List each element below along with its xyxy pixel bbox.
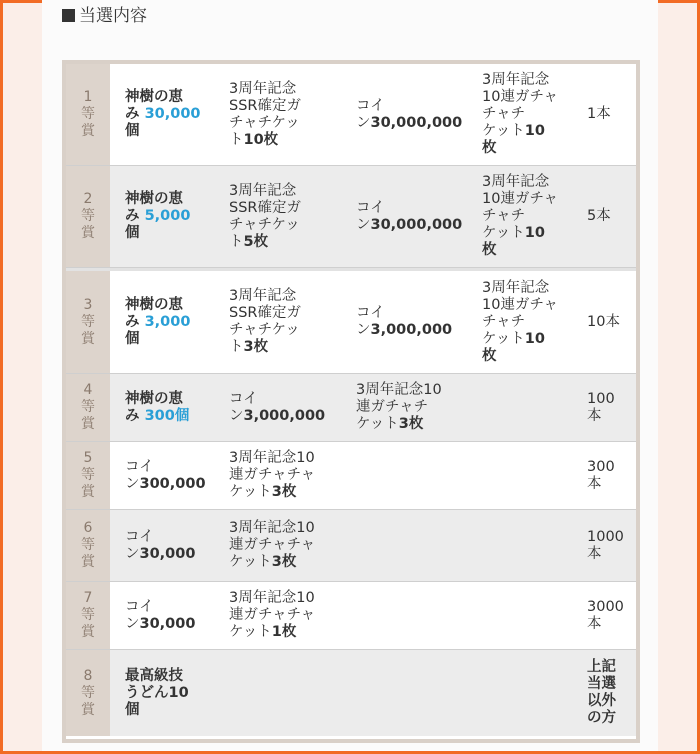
winner-count: 上記 当選 以外 の方	[587, 659, 616, 726]
prize-cell	[229, 442, 356, 509]
prize-amount: 300,000	[139, 475, 206, 492]
rank-cell	[66, 64, 110, 165]
rank-label: 等	[81, 467, 95, 483]
prize-text: コイ ン	[125, 598, 154, 632]
winner-count: 10本	[587, 313, 620, 330]
prize-count: 10 枚	[482, 123, 545, 156]
rank-label: 賞	[81, 225, 95, 241]
prize-cell	[482, 271, 586, 373]
winner-count-cell	[587, 582, 640, 649]
rank-number: 2	[83, 191, 93, 207]
table-row	[66, 374, 636, 442]
prize-count: 10 枚	[482, 225, 545, 258]
prize-text: 神樹の恵 み	[125, 191, 183, 224]
rank-cell	[66, 374, 110, 441]
prize-cell	[356, 271, 482, 373]
rank-label: 賞	[81, 416, 95, 432]
prize-cell	[125, 442, 229, 509]
prize-cell	[229, 510, 356, 581]
rank-number: 4	[83, 382, 93, 398]
winner-count-cell	[587, 64, 640, 165]
prize-text: 3周年記念 SSR確定ガ チャチケッ ト	[229, 288, 301, 355]
prize-cell	[229, 166, 356, 267]
rank-label: 賞	[81, 701, 95, 718]
winner-count-cell	[587, 166, 640, 267]
prize-text: 3周年記念 SSR確定ガ チャチケッ ト	[229, 182, 301, 250]
prize-cell	[229, 271, 356, 373]
prize-count: 30,000,000	[370, 114, 463, 131]
winner-count: 3000 本	[587, 598, 624, 632]
rank-label: 等	[81, 313, 95, 330]
rank-cell	[66, 650, 110, 736]
table-row	[66, 166, 636, 268]
rank-cell	[66, 582, 110, 649]
prize-amount: 5,000	[144, 208, 191, 224]
prize-amount: 30,000	[139, 615, 196, 632]
prize-cell	[125, 374, 229, 441]
prize-amount: 30,000	[144, 106, 201, 122]
prize-cell	[482, 166, 586, 267]
winner-count-cell	[587, 442, 640, 509]
prize-count: 30,000,000	[370, 216, 463, 233]
prize-text: コイ ン	[356, 305, 385, 338]
winner-count: 1本	[587, 106, 611, 122]
prize-text: コイ ン	[125, 528, 154, 562]
winner-count: 300 本	[587, 458, 615, 492]
winner-count: 5本	[587, 208, 611, 224]
rank-label: 等	[81, 106, 95, 122]
rank-number: 1	[83, 89, 93, 105]
square-bullet-icon	[62, 9, 75, 22]
prize-cell	[229, 64, 356, 165]
prize-amount: 3,000	[144, 313, 191, 330]
prize-cell	[125, 510, 229, 581]
winner-count: 1000 本	[587, 528, 624, 562]
prize-text: 3周年記念 10連ガチャ チャチ ケット	[482, 279, 559, 347]
prize-count: 5枚	[243, 233, 269, 250]
prize-text: 神樹の恵 み	[125, 390, 183, 424]
section-heading-text: 当選内容	[79, 6, 147, 26]
prize-cell	[356, 374, 482, 441]
prize-text: 神樹の恵 み	[125, 296, 183, 330]
rank-label: 等	[81, 684, 95, 701]
rank-number: 8	[83, 667, 93, 684]
prize-cell	[125, 64, 229, 165]
prize-cell	[356, 166, 482, 267]
prize-amount: 30,000	[139, 545, 196, 562]
prize-text: 3周年記念 10連ガチャ チャチ ケット	[482, 174, 559, 241]
winner-count: 100 本	[587, 390, 615, 424]
prize-unit: 個	[125, 225, 140, 241]
section-heading	[62, 5, 147, 27]
table-row	[66, 442, 636, 510]
rank-cell	[66, 271, 110, 373]
rank-label: 賞	[81, 330, 95, 347]
prize-cell	[125, 582, 229, 649]
prize-text: 最高級技 うどん10 個	[125, 667, 189, 718]
rank-number: 7	[83, 590, 93, 606]
prize-text: 3周年記念10 連ガチャチャ ケット	[229, 590, 316, 640]
prize-text: 3周年記念10 連ガチャチ ケット	[356, 382, 442, 432]
table-row	[66, 650, 636, 736]
prize-count: 3,000,000	[370, 322, 453, 338]
prize-table	[62, 60, 640, 743]
prize-cell	[125, 650, 229, 736]
table-row	[66, 582, 636, 650]
prize-count: 3枚	[271, 554, 297, 570]
prize-text: 神樹の恵 み	[125, 89, 183, 122]
rank-label: 賞	[81, 624, 95, 640]
rank-number: 6	[83, 520, 93, 536]
rank-label: 等	[81, 208, 95, 224]
prize-amount: 300個	[144, 407, 190, 424]
prize-cell	[125, 166, 229, 267]
prize-cell	[125, 271, 229, 373]
rank-label: 賞	[81, 123, 95, 139]
prize-unit: 個	[125, 330, 140, 347]
rank-label: 等	[81, 399, 95, 415]
prize-count: 10 枚	[482, 330, 545, 364]
rank-label: 賞	[81, 554, 95, 570]
rank-number: 3	[83, 296, 93, 313]
winner-count-cell	[587, 510, 640, 581]
prize-text: コイ ン	[125, 458, 154, 492]
rank-cell	[66, 442, 110, 509]
winner-count-cell	[587, 374, 640, 441]
prize-text: 3周年記念10 連ガチャチャ ケット	[229, 450, 316, 500]
table-row	[66, 510, 636, 582]
winner-count-cell	[587, 650, 640, 736]
prize-count: 10枚	[243, 131, 279, 148]
prize-text: 3周年記念 10連ガチャ チャチ ケット	[482, 72, 559, 139]
winner-count-cell	[587, 271, 640, 373]
prize-count: 3枚	[243, 339, 269, 355]
table-row	[66, 64, 636, 166]
prize-text: 3周年記念10 連ガチャチャ ケット	[229, 520, 316, 570]
prize-count: 1枚	[271, 624, 297, 640]
rank-cell	[66, 510, 110, 581]
rank-label: 等	[81, 607, 95, 623]
prize-cell	[356, 64, 482, 165]
table-row	[66, 268, 636, 374]
prize-cell	[229, 374, 356, 441]
prize-count: 3,000,000	[243, 407, 326, 424]
prize-text: コイ ン	[356, 97, 385, 131]
prize-count: 3枚	[398, 416, 424, 432]
rank-number: 5	[83, 450, 93, 466]
rank-cell	[66, 166, 110, 267]
prize-text: コイ ン	[356, 199, 385, 233]
prize-text: コイ ン	[229, 390, 258, 424]
prize-count: 3枚	[271, 484, 297, 500]
rank-label: 等	[81, 537, 95, 553]
prize-cell	[229, 582, 356, 649]
prize-unit: 個	[125, 123, 140, 139]
prize-cell	[482, 64, 586, 165]
prize-text: 3周年記念 SSR確定ガ チャチケッ ト	[229, 80, 301, 148]
rank-label: 賞	[81, 484, 95, 500]
